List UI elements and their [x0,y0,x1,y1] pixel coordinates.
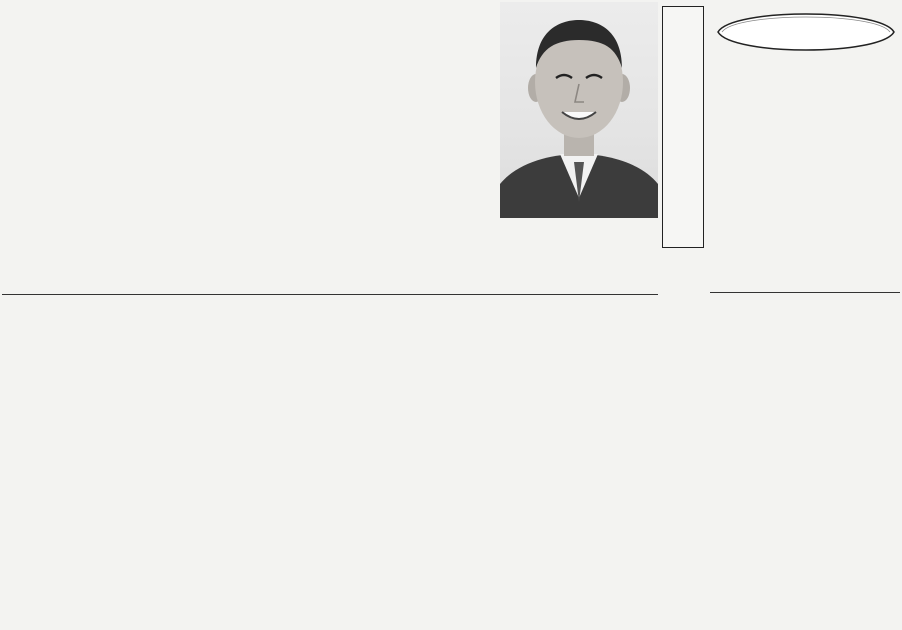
body-column-left [2,52,498,228]
person-title-box [662,6,704,248]
column-badge [712,4,900,60]
ciim-heading [116,8,396,48]
person-portrait-icon [500,2,658,218]
lead-paragraph [710,64,900,286]
body-column-middle [2,300,658,626]
section-divider [2,294,658,295]
badge-label [732,14,882,48]
person-name [667,167,699,247]
body-column-right [662,296,900,626]
portrait-photo [500,2,658,218]
main-headline [72,232,592,288]
lead-divider [710,292,900,293]
person-title [669,35,697,155]
